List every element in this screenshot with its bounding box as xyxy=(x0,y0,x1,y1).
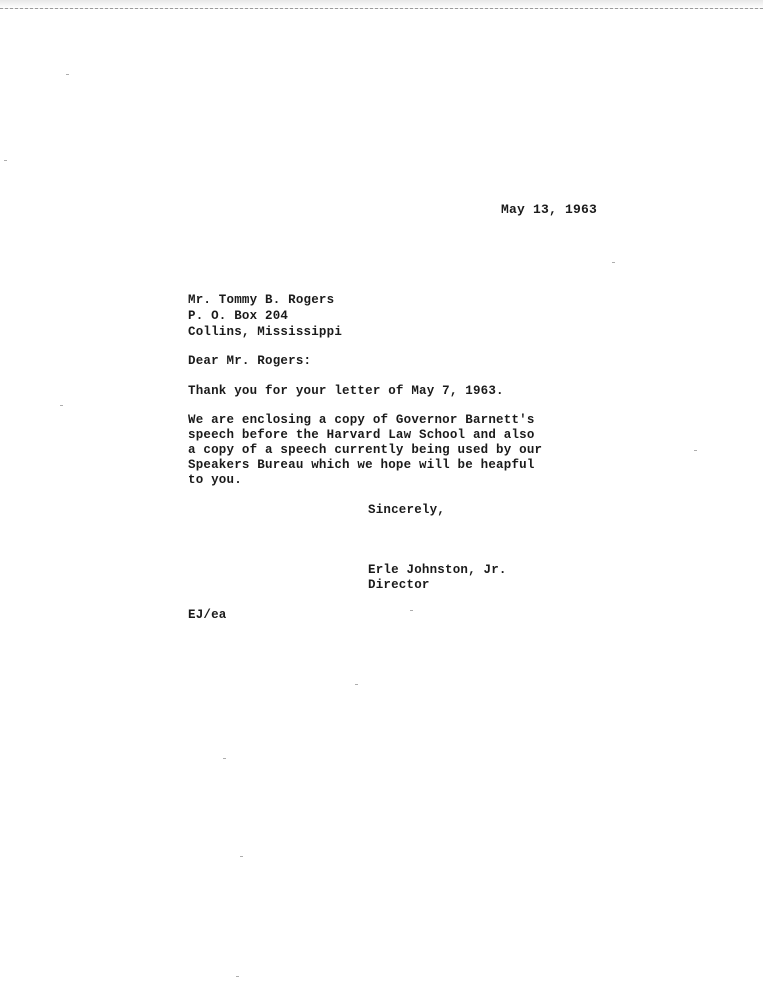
scan-speck xyxy=(60,405,63,406)
recipient-name: Mr. Tommy B. Rogers xyxy=(188,293,335,307)
salutation: Dear Mr. Rogers: xyxy=(188,354,312,368)
scan-speck xyxy=(236,976,239,977)
signature-name: Erle Johnston, Jr. xyxy=(368,563,507,577)
paragraph-2-line: Speakers Bureau which we hope will be heapful xyxy=(188,458,535,472)
scan-speck xyxy=(694,450,697,451)
page-top-edge xyxy=(0,0,763,9)
recipient-address-line2: Collins, Mississippi xyxy=(188,325,343,339)
scan-speck xyxy=(240,856,243,857)
paragraph-2-line: We are enclosing a copy of Governor Barnett's xyxy=(188,413,535,427)
paragraph-2-line: speech before the Harvard Law School and also xyxy=(188,428,535,442)
scan-speck xyxy=(410,610,413,611)
signature-title: Director xyxy=(368,578,430,592)
paragraph-1: Thank you for your letter of May 7, 1963. xyxy=(188,384,504,398)
scan-speck xyxy=(612,262,615,263)
paragraph-2-line: to you. xyxy=(188,473,242,487)
recipient-address-line1: P. O. Box 204 xyxy=(188,309,289,323)
scan-speck xyxy=(223,758,226,759)
reference-initials: EJ/ea xyxy=(188,608,227,622)
paragraph-2-line: a copy of a speech currently being used by our xyxy=(188,443,543,457)
scan-speck xyxy=(355,684,358,685)
letter-date: May 13, 1963 xyxy=(501,202,598,217)
scan-speck xyxy=(66,74,69,75)
scan-speck xyxy=(4,160,7,161)
closing: Sincerely, xyxy=(368,503,446,517)
